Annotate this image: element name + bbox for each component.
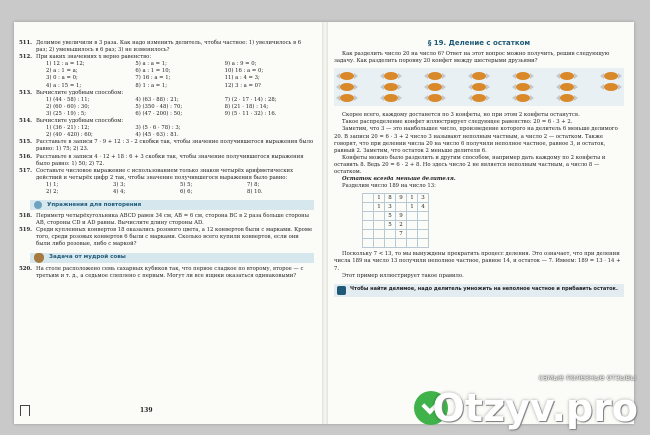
candy-icon	[340, 83, 354, 91]
grid-cell: 8	[385, 194, 396, 203]
candy-icon	[428, 72, 442, 80]
equation: 4) a : 15 = 1;	[46, 82, 82, 89]
problem-number: 512.	[19, 54, 32, 61]
equation: 6) a : 1 = 10;	[135, 68, 171, 75]
problem-text: Периметр четырёхугольника ABCD равен 34 см, AB = 6 см, сторона BC в 2 раза больше стороны AB, стороны CD и AD равны. Вычислите длину стороны AD.	[36, 213, 309, 227]
candy-group	[428, 72, 442, 102]
problem-text: Расставьте в записи 4 · 12 + 18 : 6 + 3 скобки так, чтобы значение получившегося выражения было равно: 1) 50; 2) 72.	[36, 153, 304, 167]
grid-cell	[396, 239, 407, 248]
grid-cell	[374, 212, 385, 221]
equation: 1) 1;	[46, 181, 59, 188]
grid-cell	[385, 230, 396, 239]
watermark-caption: самые полезные отзывы	[538, 373, 636, 382]
candy-icon	[384, 72, 398, 80]
grid-cell	[407, 230, 418, 239]
grid-cell	[363, 221, 374, 230]
candy-group	[340, 72, 354, 102]
intro-paragraph: Как разделить число 20 на число 6? Ответ на этот вопрос можно получить, решив следующую задачу. Как разделить поровну 20 конфет между шестерыми друзьями?	[334, 51, 610, 65]
problem-text: Вычислите удобным способом:	[36, 118, 124, 125]
grid-cell: 1	[407, 203, 418, 212]
grid-cell	[418, 212, 429, 221]
candy-icon	[516, 83, 530, 91]
section-banner-review	[30, 200, 314, 210]
book-gutter	[322, 22, 328, 424]
right-page	[334, 40, 624, 297]
equations-514	[18, 125, 314, 139]
candy-icon	[604, 72, 618, 80]
equations-512	[18, 61, 314, 89]
grid-cell	[418, 239, 429, 248]
equation: 7) 8;	[247, 181, 260, 188]
candy-icon	[384, 94, 398, 102]
equation: 3) 0 : a = 0;	[46, 75, 78, 82]
book-spread	[14, 22, 634, 424]
equation: 6) (47 · 200) : 50;	[135, 110, 183, 117]
problem-number: 516.	[19, 153, 32, 160]
watermark	[414, 373, 644, 433]
equation: 10) 16 : a = 0;	[224, 68, 264, 75]
page-number: 139	[140, 407, 153, 414]
problem-number: 520.	[19, 265, 32, 272]
equation: 4) 4;	[113, 188, 126, 195]
grid-cell: 3	[385, 203, 396, 212]
problem-516	[18, 154, 314, 168]
candy-icon	[604, 83, 618, 91]
candy-icon	[560, 94, 574, 102]
candy-illustration	[334, 68, 624, 106]
equation: 1) (36 · 21) : 12;	[46, 125, 90, 132]
problem-number: 513.	[19, 89, 32, 96]
paragraph: Разделим число 189 на число 13:	[342, 183, 436, 190]
candy-icon	[340, 72, 354, 80]
rule-box-text: Чтобы найти делимое, надо делитель умножить на неполное частное и прибавить остаток.	[350, 285, 618, 292]
problem-520	[18, 266, 314, 280]
grid-cell: 3	[418, 194, 429, 203]
grid-cell: 9	[396, 212, 407, 221]
equation: 9) (5 · 11 · 32) : 16.	[224, 110, 277, 117]
problem-number: 518.	[19, 213, 32, 220]
grid-cell	[374, 230, 385, 239]
grid-cell: 7	[396, 230, 407, 239]
equation: 2) (40 · 420) : 60;	[46, 132, 93, 139]
equation: 6) 6;	[180, 188, 193, 195]
problem-519	[18, 227, 314, 248]
problem-511	[18, 40, 314, 54]
candy-icon	[516, 72, 530, 80]
paragraph: Этот пример иллюстрирует такое правило.	[342, 272, 464, 279]
equation: 2) (60 · 60) : 30;	[46, 103, 90, 110]
equation: 4) (63 · 88) : 21;	[135, 96, 179, 103]
grid-cell	[385, 239, 396, 248]
grid-cell: 5	[385, 212, 396, 221]
candy-group	[384, 72, 398, 102]
problem-number: 514.	[19, 118, 32, 125]
candy-icon	[516, 94, 530, 102]
equation: 8) 10.	[247, 188, 263, 195]
candy-icon	[384, 83, 398, 91]
problem-text: Среди купленных конвертов 18 оказались розового цвета, а 12 конвертов были с марками. Кроме того, среди розовых конвертов 6 были с марками. Сколько всего купили конвертов, если они были либо розовые, либо с маркой?	[36, 227, 313, 248]
problem-text: Расставьте в записи 7 · 9 + 12 : 3 - 2 скобки так, чтобы значение получившегося выражения было равно: 1) 75; 2) 23.	[36, 139, 314, 153]
banner-label: Упражнения для повторения	[47, 201, 142, 208]
equation: 12) 3 : a = 0?	[224, 82, 261, 89]
section-banner-owl	[30, 253, 314, 263]
problem-text: Вычислите удобным способом:	[36, 89, 124, 96]
equation: 3) 3;	[113, 181, 126, 188]
grid-cell: 4	[418, 203, 429, 212]
equations-517	[18, 182, 314, 196]
bookmark-icon[interactable]	[20, 405, 30, 416]
problem-513	[18, 90, 314, 97]
grid-cell	[363, 239, 374, 248]
problem-number: 515.	[19, 139, 32, 146]
equation: 5) a : a = 1;	[135, 61, 167, 68]
candy-icon	[428, 94, 442, 102]
left-page	[18, 40, 314, 280]
problem-text: На столе расположено семь сахарных кубиков так, что первое сладкое по второму, второе — с третьим и т. д., а седьмое слеплено с первым. Могут ли все ящики оказаться одинаковыми?	[36, 265, 304, 279]
candy-group	[560, 72, 574, 102]
problem-text: Составьте числовое выражение с использованием только знаков четырёх арифметических действий и четырёх цифр 2 так, чтобы значение получившегося выражения было равно:	[36, 167, 294, 181]
equation: 7) (2 · 17 · 14) : 28;	[224, 96, 277, 103]
grid-cell	[407, 212, 418, 221]
grid-cell	[363, 194, 374, 203]
grid-cell	[418, 221, 429, 230]
problem-517	[18, 168, 314, 182]
equation: 1) 12 : a = 12;	[46, 61, 85, 68]
paragraph: Скорее всего, каждому достанется по 3 конфеты, но при этом 2 конфеты останутся.	[342, 112, 580, 119]
equation: 4) (45 · 63) : 81.	[135, 132, 179, 139]
grid-cell	[407, 221, 418, 230]
rule-statement: Остаток всегда меньше делителя.	[342, 176, 456, 183]
equation: 2) a : 1 = a;	[46, 68, 78, 75]
grid-cell: 1	[374, 203, 385, 212]
candy-icon	[340, 94, 354, 102]
paragraph: Поскольку 7 < 13, то мы вынуждены прекратить процесс деления. Это означает, что при делении числа 189 на число 13 получили неполное частное, равное 14, и остаток — 7. Имеем: 189 = 13 · 14 + 7.	[334, 251, 621, 272]
problem-number: 517.	[19, 167, 32, 174]
candy-group	[604, 72, 618, 102]
equation: 7) 16 : a = 1;	[135, 75, 171, 82]
grid-cell: 1	[407, 194, 418, 203]
problem-518	[18, 213, 314, 227]
grid-cell	[396, 203, 407, 212]
grid-cell	[363, 203, 374, 212]
paragraph: Заметим, что 3 — это наибольшее число, произведение которого на делитель 6 меньше делимого 20. В записи 20 = 6 · 3 + 2 число 3 называют неполным частным, а число 2 — остатком. Также говорят, что при делении числа 20 на число 6 получили неполное частное, равное 3, и остаток, равный 2. Заметим, что остаток 2 меньше делителя 6.	[334, 126, 618, 154]
candy-icon	[472, 83, 486, 91]
grid-cell: 9	[396, 194, 407, 203]
grid-cell	[363, 212, 374, 221]
candy-group	[516, 72, 530, 102]
equation: 11) a : 4 = 3;	[224, 75, 260, 82]
grid-cell	[407, 239, 418, 248]
banner-label: Задача от мудрой совы	[49, 253, 126, 260]
long-division-grid	[362, 193, 429, 248]
equation: 1) (44 · 58) : 11;	[46, 96, 90, 103]
problem-text: При каких значениях x верно равенство:	[36, 54, 152, 61]
grid-cell	[418, 230, 429, 239]
equations-513	[18, 97, 314, 118]
candy-group	[472, 72, 486, 102]
paragraph: Такое распределение конфет иллюстрирует следующее равенство: 20 = 6 · 3 + 2.	[342, 119, 573, 126]
problem-number: 519.	[19, 227, 32, 234]
candy-icon	[428, 83, 442, 91]
equation: 8) (21 · 18) : 14;	[224, 103, 269, 110]
section-title: § 19. Деление с остатком	[427, 39, 531, 47]
rule-box	[334, 284, 624, 297]
grid-cell: 5	[385, 221, 396, 230]
review-exercise-icon	[34, 201, 42, 209]
problem-number: 511.	[19, 40, 32, 46]
grid-cell: 2	[396, 221, 407, 230]
equation: 9) a : 9 = 0;	[224, 61, 257, 68]
problem-text: Делимое увеличили в 3 раза. Как надо изменить делитель, чтобы частное: 1) увеличилось в 6 раз; 2) уменьшилось в 6 раз; 3) не изменилось?	[36, 40, 302, 54]
equation: 8) 1 : a = 1;	[135, 82, 168, 89]
equation: 5) 5;	[180, 181, 193, 188]
equation: 3) (5 · 6 · 78) : 3;	[135, 125, 181, 132]
paragraph: Конфеты можно было разделить и другим способом, например дать каждому по 2 конфеты и оставить 8. Ведь 20 = 6 · 2 + 8. Но здесь число 2 не является неполным частным, а число 8 — остатком.	[334, 154, 606, 176]
rule-icon	[337, 286, 346, 295]
equation: 2) 2;	[46, 188, 59, 195]
grid-cell: 1	[374, 194, 385, 203]
equation: 5) (350 · 48) : 70;	[135, 103, 183, 110]
candy-icon	[472, 72, 486, 80]
owl-icon	[34, 253, 44, 263]
grid-cell	[374, 221, 385, 230]
grid-cell	[374, 239, 385, 248]
watermark-logo: Otzyv.pro	[432, 386, 638, 430]
grid-cell	[363, 230, 374, 239]
problem-515	[18, 139, 314, 153]
candy-icon	[560, 72, 574, 80]
equation: 3) (25 · 19) : 5;	[46, 110, 87, 117]
candy-icon	[472, 94, 486, 102]
candy-icon	[560, 83, 574, 91]
